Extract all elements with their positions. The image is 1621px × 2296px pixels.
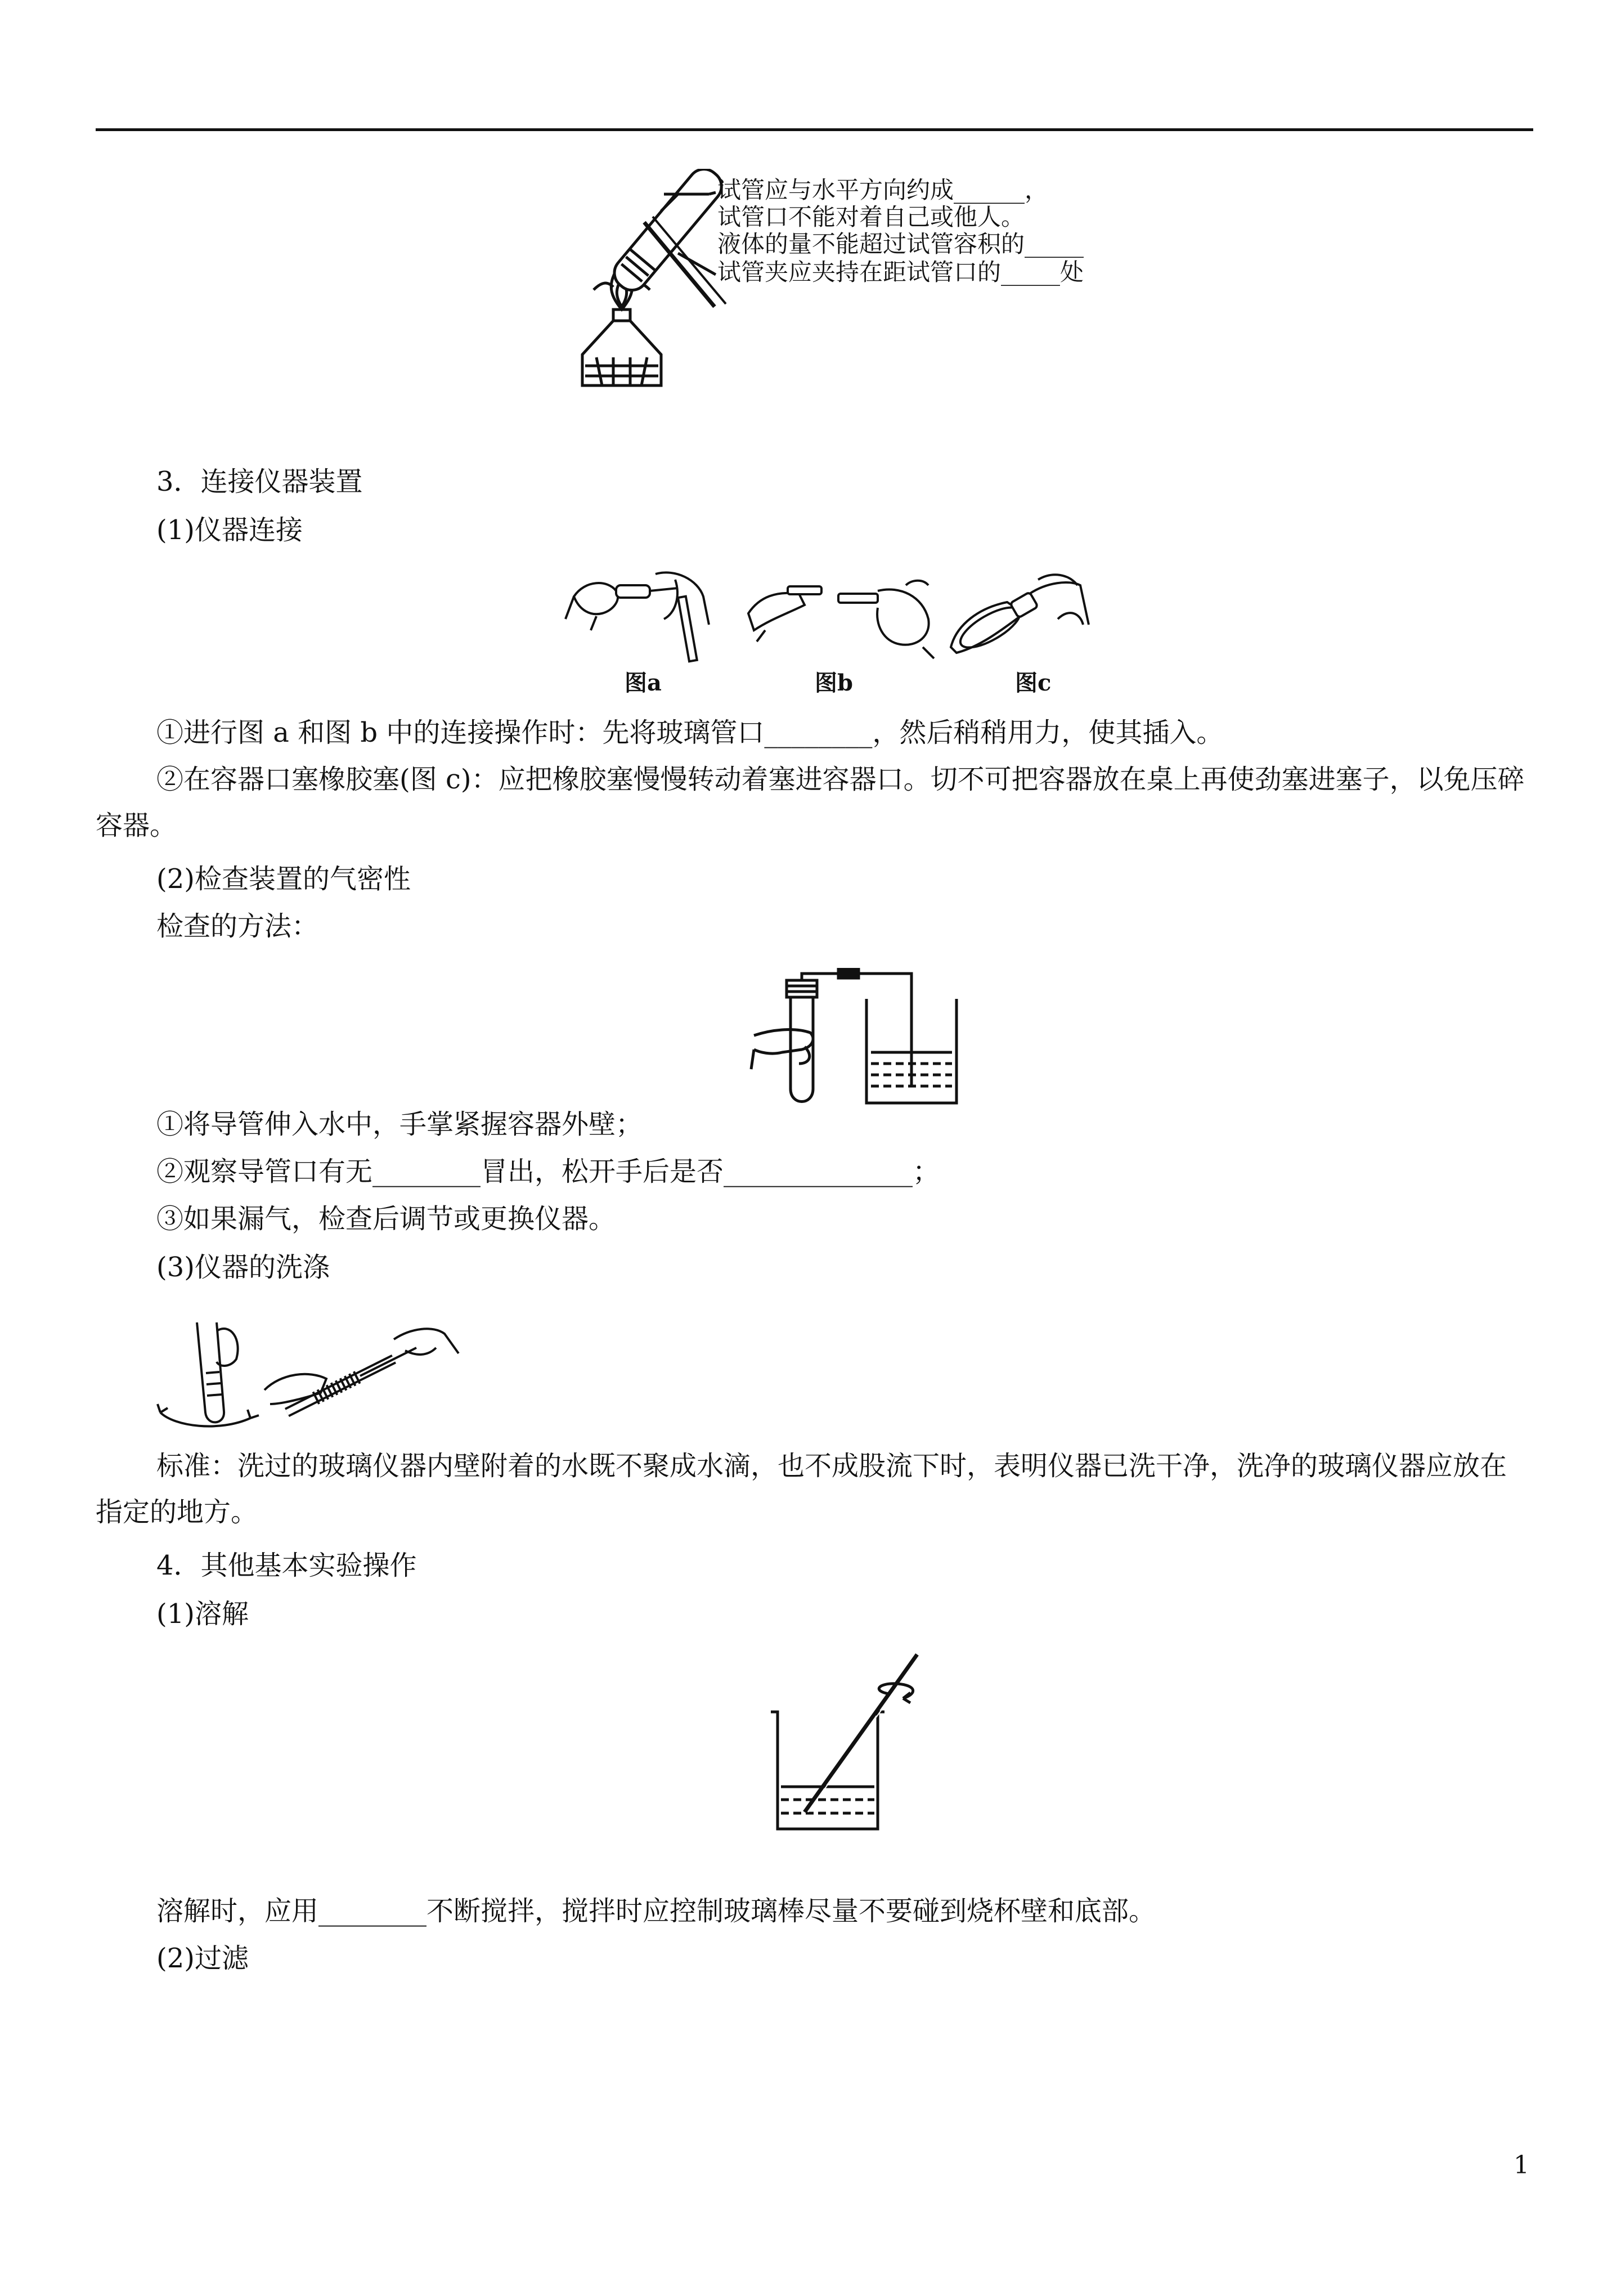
section3-heading: 3．连接仪器装置 [156,466,363,497]
washing-figure [152,1306,490,1435]
figure1-label-angle: 试管应与水平方向约成______， [717,176,1049,204]
caption-figure-b: 图b [815,670,853,696]
figure1-label-volume: 液体的量不能超过试管容积的_____ [717,230,1084,258]
section4-heading: 4．其他基本实验操作 [156,1550,417,1581]
section3-check2: ②观察导管口有无________冒出，松开手后是否______________； [156,1156,940,1187]
section3-sub2: (2)检查装置的气密性 [156,863,411,895]
section4-sub2: (2)过滤 [156,1943,249,1974]
section3-item2: ②在容器口塞橡胶塞(图 c)：应把橡胶塞慢慢转动着塞进容器口。切不可把容器放在桌上再使劲塞进塞子，以免压碎容器。 [96,764,1525,841]
connection-figures [563,563,1148,675]
caption-figure-c: 图c [1015,670,1052,696]
page-number: 1 [1514,2151,1529,2180]
section3-check1: ①将导管伸入水中，手掌紧握容器外壁； [156,1109,643,1140]
section3-method: 检查的方法： [156,911,319,942]
section3-check3: ③如果漏气，检查后调节或更换仪器。 [156,1203,616,1235]
section3-standard: 标准：洗过的玻璃仪器内壁附着的水既不聚成水滴，也不成股流下时，表明仪器已洗干净，洗净的玻璃仪器应放在指定的地方。 [96,1450,1507,1528]
test-tube-heating-figure [540,169,1159,394]
section3-sub1: (1)仪器连接 [156,514,303,546]
section4-dissolve: 溶解时，应用________不断搅拌，搅拌时应控制玻璃棒尽量不要碰到烧杯壁和底部。 [156,1895,1156,1927]
caption-figure-a: 图a [625,670,662,696]
section3-sub3: (3)仪器的洗涤 [156,1252,330,1283]
figure1-label-holder: 试管夹应夹持在距试管口的_____处 [717,258,1084,286]
section4-sub1: (1)溶解 [156,1598,249,1630]
section3-item1: ①进行图 a 和图 b 中的连接操作时：先将玻璃管口________，然后稍稍用力，使其插入。 [156,717,1224,748]
dissolving-figure [760,1649,951,1851]
airtightness-figure [748,968,962,1114]
figure1-label-mouth: 试管口不能对着自己或他人。 [717,203,1025,231]
header-rule [96,128,1533,131]
